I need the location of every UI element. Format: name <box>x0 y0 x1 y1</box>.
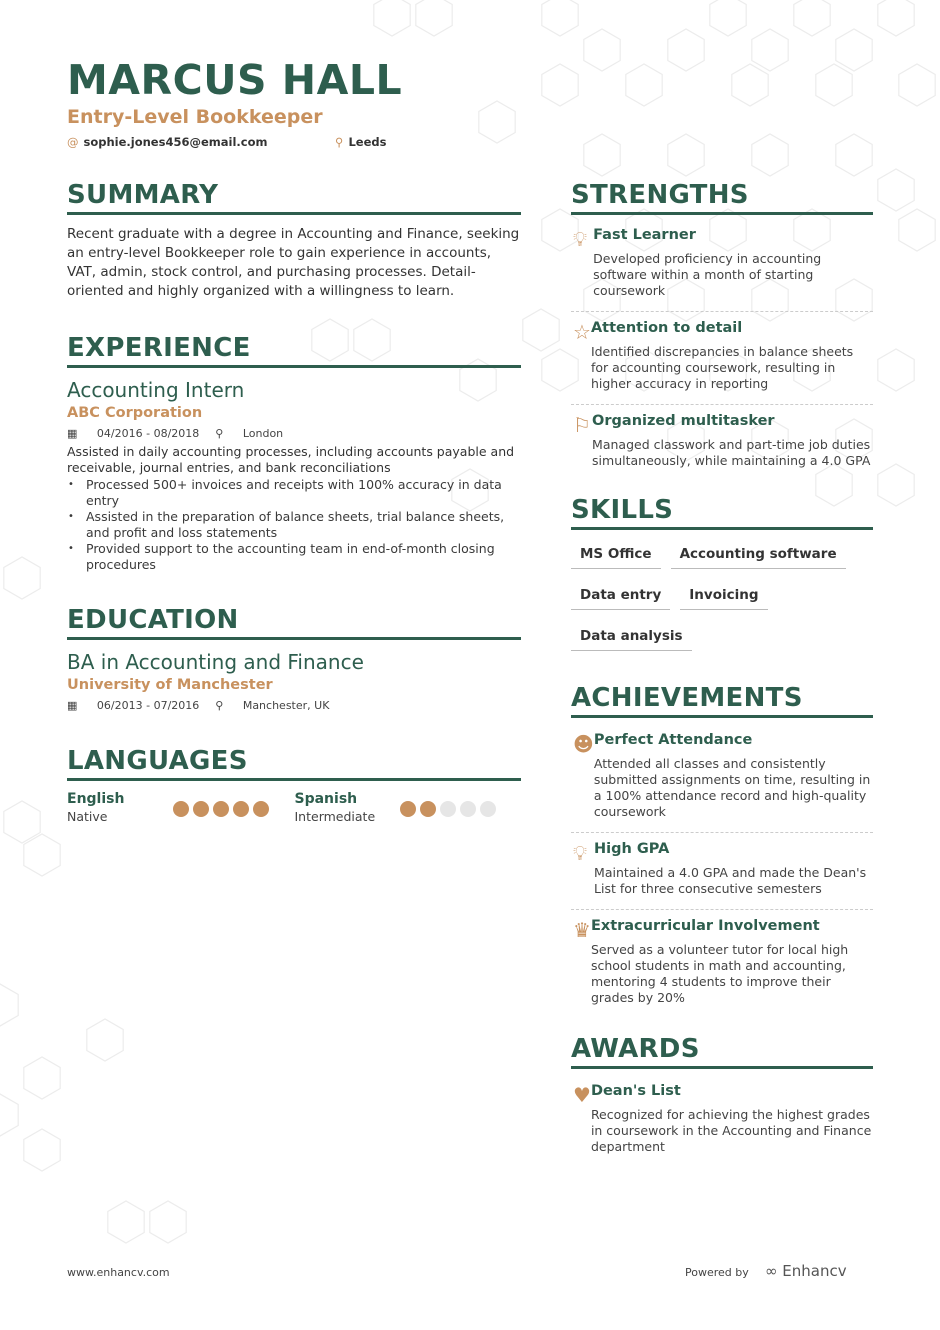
flag-icon: ⚐ <box>573 413 591 437</box>
skills-heading: SKILLS <box>571 495 873 530</box>
experience-heading: EXPERIENCE <box>67 333 521 368</box>
school: University of Manchester <box>67 677 273 693</box>
language-level: Native <box>67 809 108 824</box>
achievements-list <box>571 724 873 1018</box>
rating-dot <box>400 801 416 817</box>
item-title: Attention to detail <box>590 320 743 336</box>
location-text: Leeds <box>348 135 387 149</box>
awards-item <box>571 1075 873 1167</box>
item-description: Developed proficiency in accounting software within a month of starting coursework <box>593 251 822 298</box>
education-heading: EDUCATION <box>67 605 521 640</box>
strengths-item <box>571 312 873 405</box>
enhancv-logo[interactable] <box>765 1262 847 1280</box>
achievements-item <box>571 910 873 1018</box>
edu-location: Manchester, UK <box>242 699 330 712</box>
item-title: High GPA <box>594 841 670 857</box>
map-pin-icon: ⚲ <box>215 699 224 712</box>
job-dates: 04/2016 - 08/2018 <box>96 427 200 440</box>
company: ABC Corporation <box>67 405 203 421</box>
rating-dot <box>253 801 269 817</box>
skill-tag: Data entry <box>571 581 670 610</box>
rating-dot <box>213 801 229 817</box>
right-column <box>571 180 873 1167</box>
website-link[interactable]: www.enhancv.com <box>67 1266 170 1279</box>
job-description: Assisted in daily accounting processes, including accounts payable and receivable, journal entries, and bank reconciliations <box>67 444 515 475</box>
skill-tag: Accounting software <box>671 540 846 569</box>
achievements-item <box>571 833 873 910</box>
achievements-item <box>571 724 873 833</box>
candidate-title: Entry-Level Bookkeeper <box>67 106 323 128</box>
skills-list <box>571 540 873 663</box>
job-role: Accounting Intern <box>67 378 245 402</box>
language-item <box>295 791 523 824</box>
rating-dot <box>420 801 436 817</box>
lightbulb-icon: 💡︎ <box>573 227 587 251</box>
item-description: Managed classwork and part-time job duties simultaneously, while maintaining a 4.0 GPA <box>592 437 871 468</box>
brand-text: Enhancv <box>782 1262 847 1280</box>
language-rating <box>173 801 269 824</box>
calendar-icon: ▦ <box>67 699 78 712</box>
email-text: sophie.jones456@email.com <box>83 135 268 149</box>
email[interactable] <box>67 135 267 149</box>
skill-tag: Invoicing <box>680 581 767 610</box>
strengths-item <box>571 405 873 481</box>
rating-dot <box>173 801 189 817</box>
edu-dates: 06/2013 - 07/2016 <box>96 699 200 712</box>
language-rating <box>400 801 496 824</box>
job-location: London <box>242 427 284 440</box>
enhancv-logo-icon: ∞ <box>765 1262 778 1280</box>
map-pin-icon: ⚲ <box>335 135 344 149</box>
summary-text: Recent graduate with a degree in Accounting and Finance, seeking an entry-level Bookkeeper role to gain experience in accounts, VAT, admin, stock control, and purchasing processes. Detail-oriented and highly organized with a willingness to learn. <box>67 226 520 299</box>
bullet: • Processed 500+ invoices and receipts with 100% accuracy in data entry <box>67 477 521 509</box>
language-item <box>67 791 295 824</box>
rating-dot <box>440 801 456 817</box>
location <box>335 135 386 149</box>
item-title: Fast Learner <box>593 227 696 243</box>
map-pin-icon: ⚲ <box>215 427 224 440</box>
strengths-heading: STRENGTHS <box>571 180 873 215</box>
bullet: • Assisted in the preparation of balance sheets, trial balance sheets, and profit and loss statements <box>67 509 521 541</box>
item-description: Served as a volunteer tutor for local high school students in math and accounting, mentoring 4 students to improve their grades by 20% <box>590 942 849 1005</box>
item-title: Organized multitasker <box>592 413 775 429</box>
languages-list <box>67 791 522 824</box>
item-title: Dean's List <box>590 1083 681 1099</box>
rating-dot <box>233 801 249 817</box>
rating-dot <box>460 801 476 817</box>
at-icon: @ <box>67 135 79 149</box>
star-icon: ☆ <box>573 320 591 344</box>
language-level: Intermediate <box>294 809 376 824</box>
trophy-icon: ♛ <box>573 918 591 942</box>
awards-heading: AWARDS <box>571 1034 873 1069</box>
summary-heading: SUMMARY <box>67 180 521 215</box>
item-description: Maintained a 4.0 GPA and made the Dean's List for three consecutive semesters <box>594 865 867 896</box>
item-description: Identified discrepancies in balance sheets for accounting coursework, resulting in higher accuracy in reporting <box>590 344 854 391</box>
powered-by: Powered by <box>685 1266 749 1279</box>
languages-heading: LANGUAGES <box>67 746 521 781</box>
item-description: Recognized for achieving the highest grades in coursework in the Accounting and Finance department <box>590 1107 872 1154</box>
item-title: Perfect Attendance <box>593 732 753 748</box>
strengths-list <box>571 219 873 481</box>
bullet: • Provided support to the accounting team in end-of-month closing procedures <box>67 541 521 573</box>
lightbulb-icon: 💡︎ <box>573 841 587 865</box>
awards-list <box>571 1075 873 1167</box>
achievements-heading: ACHIEVEMENTS <box>571 683 873 718</box>
degree: BA in Accounting and Finance <box>67 650 364 674</box>
skill-tag: Data analysis <box>571 622 692 651</box>
rating-dot <box>480 801 496 817</box>
job-bullets <box>67 477 521 573</box>
calendar-icon: ▦ <box>67 427 78 440</box>
language-name: English <box>67 791 125 807</box>
head-icon: ☻ <box>573 732 594 756</box>
candidate-name: MARCUS HALL <box>67 56 403 104</box>
strengths-item <box>571 219 873 312</box>
rating-dot <box>193 801 209 817</box>
item-title: Extracurricular Involvement <box>590 918 820 934</box>
language-name: Spanish <box>294 791 358 807</box>
heart-icon: ♥ <box>573 1083 591 1107</box>
left-column <box>67 180 521 824</box>
item-description: Attended all classes and consistently submitted assignments on time, resulting in a 100% attendance record and high-quality coursework <box>593 756 871 819</box>
skill-tag: MS Office <box>571 540 661 569</box>
